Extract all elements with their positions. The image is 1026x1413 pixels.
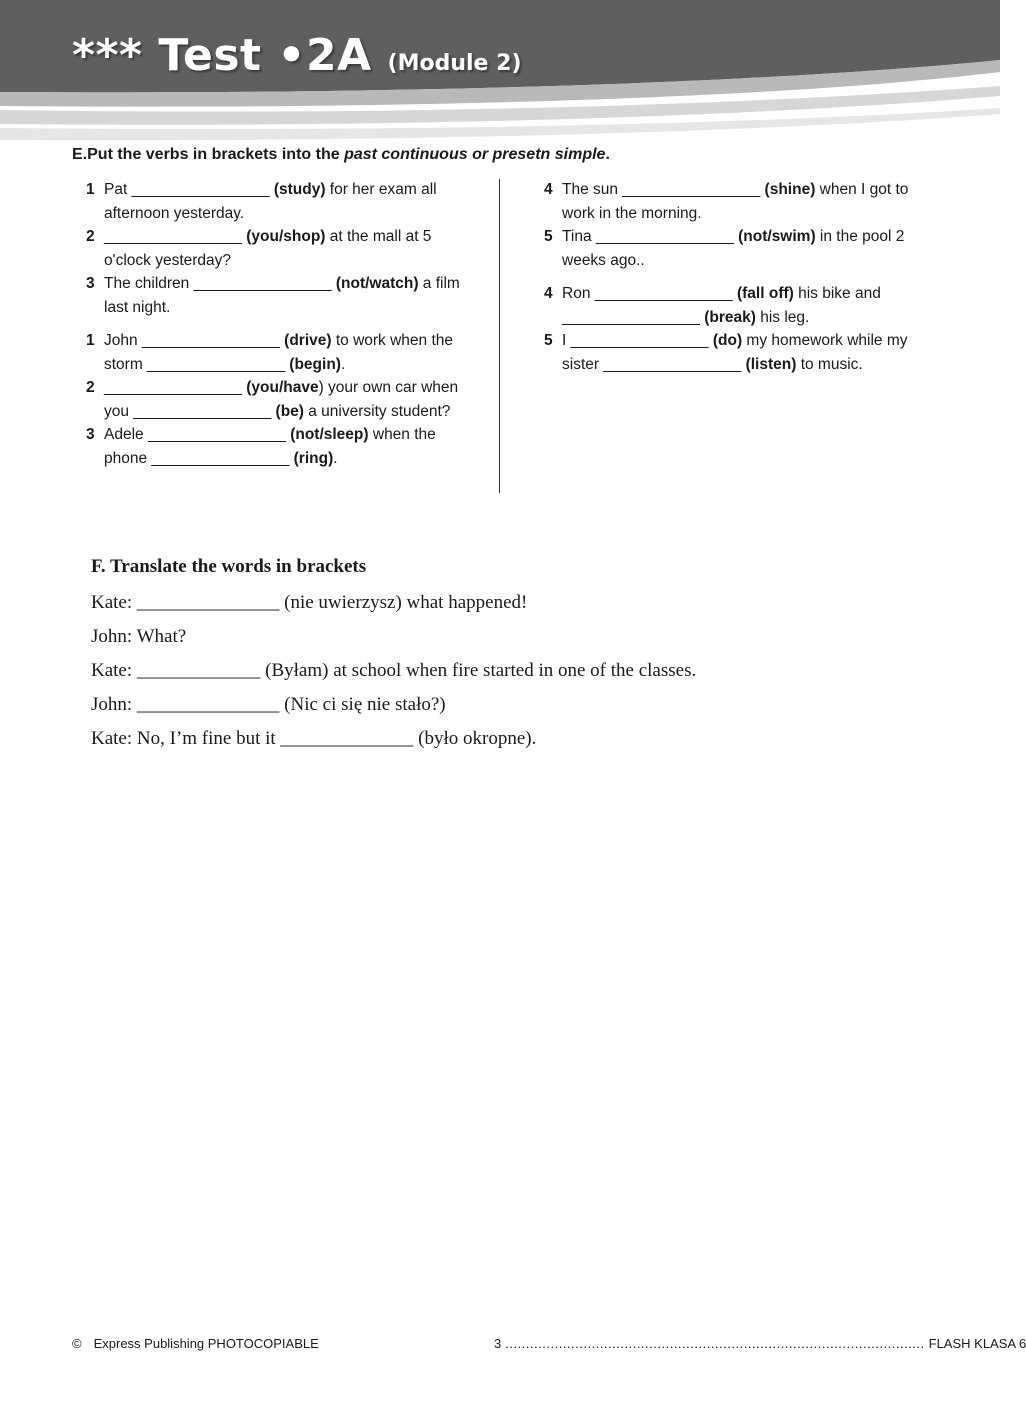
exercise-item bbox=[86, 329, 481, 376]
exercise-e-right-column bbox=[544, 178, 939, 376]
sentence-fragment: at the mall at 5 o'clock yesterday? bbox=[104, 228, 432, 269]
sentence-fragment: I ________________ bbox=[562, 332, 713, 349]
exercise-item bbox=[544, 282, 939, 329]
item-number: 3 bbox=[86, 275, 95, 292]
exercise-group bbox=[544, 282, 939, 376]
item-text bbox=[104, 272, 481, 319]
exercise-e-heading-italic: past continuous or presetn simple bbox=[344, 146, 606, 163]
verb-prompt: (break) bbox=[704, 308, 756, 326]
item-text bbox=[562, 225, 939, 272]
item-text bbox=[562, 329, 939, 376]
verb-prompt: (you/have bbox=[246, 379, 319, 396]
verb-prompt: (listen) bbox=[745, 355, 797, 373]
verb-prompt: (drive) bbox=[284, 332, 332, 349]
item-text bbox=[562, 282, 939, 329]
exercise-e-heading bbox=[72, 146, 610, 164]
sentence-fragment: a university student? bbox=[303, 402, 451, 420]
sentence-fragment: Pat ________________ bbox=[104, 181, 274, 198]
sentence-fragment: ) your own car when you ________________ bbox=[104, 379, 459, 420]
item-number: 4 bbox=[544, 181, 553, 198]
exercise-e-heading-prefix: E.Put the verbs in brackets into the bbox=[72, 146, 345, 163]
sentence-fragment: his bike and ________________ bbox=[562, 285, 881, 326]
copyright-icon: © bbox=[72, 1336, 82, 1351]
exercise-item bbox=[544, 225, 939, 272]
page-number: 3 bbox=[494, 1336, 502, 1351]
sentence-fragment: ________________ bbox=[104, 379, 247, 396]
item-number: 1 bbox=[86, 332, 95, 349]
exercise-f bbox=[91, 556, 696, 756]
dialogue-line: Kate: _____________ (Byłam) at school when fire started in one of the classes. bbox=[91, 660, 697, 681]
sentence-fragment: when I got to work in the morning. bbox=[562, 181, 909, 222]
sentence-fragment: for her exam all afternoon yesterday. bbox=[104, 181, 437, 222]
item-text bbox=[104, 329, 481, 376]
item-number: 2 bbox=[86, 379, 95, 396]
sentence-fragment: Adele ________________ bbox=[104, 426, 291, 443]
item-text bbox=[104, 225, 481, 272]
sentence-fragment: my homework while my sister ________________ bbox=[562, 332, 908, 373]
item-text bbox=[104, 178, 481, 225]
sentence-fragment: a film last night. bbox=[104, 275, 460, 316]
verb-prompt: (be) bbox=[275, 402, 304, 420]
exercise-f-heading: F. Translate the words in brackets bbox=[91, 556, 367, 577]
footer-dots: ...................................................................................................... bbox=[505, 1336, 925, 1351]
sentence-fragment: when the phone ________________ bbox=[104, 426, 436, 467]
sentence-fragment: Ron ________________ bbox=[562, 285, 737, 302]
exercise-e-heading-suffix: . bbox=[605, 146, 610, 163]
item-number: 4 bbox=[544, 285, 553, 302]
exercise-item bbox=[86, 423, 481, 470]
verb-prompt: (not/watch) bbox=[335, 275, 419, 292]
exercise-e-left-column bbox=[86, 178, 481, 470]
sentence-fragment: John ________________ bbox=[104, 332, 285, 349]
column-divider bbox=[499, 179, 500, 493]
sentence-fragment: to work when the storm ________________ bbox=[104, 332, 454, 373]
title-code: 2A bbox=[306, 30, 372, 81]
item-number: 3 bbox=[86, 426, 95, 443]
item-number: 5 bbox=[544, 332, 553, 349]
sentence-fragment: Tina ________________ bbox=[562, 228, 739, 245]
sentence-fragment: to music. bbox=[796, 355, 863, 373]
exercise-group bbox=[86, 178, 481, 319]
item-text bbox=[104, 423, 481, 470]
sentence-fragment: The children ________________ bbox=[104, 275, 336, 292]
verb-prompt: (do) bbox=[712, 332, 743, 349]
exercise-item bbox=[86, 225, 481, 272]
sentence-fragment: his leg. bbox=[755, 308, 810, 326]
dialogue-line: John: _______________ (Nic ci się nie stało?) bbox=[91, 694, 446, 715]
verb-prompt: (not/swim) bbox=[738, 228, 816, 245]
verb-prompt: (begin) bbox=[289, 355, 341, 373]
item-number: 2 bbox=[86, 228, 95, 245]
item-text bbox=[104, 376, 481, 423]
item-number: 1 bbox=[86, 181, 95, 198]
dialogue-line: Kate: No, I’m fine but it ______________ (było okropne). bbox=[91, 728, 537, 749]
verb-prompt: (ring) bbox=[293, 449, 334, 467]
publisher-text: Express Publishing PHOTOCOPIABLE bbox=[93, 1336, 319, 1351]
sentence-fragment: . bbox=[333, 449, 338, 467]
page-title bbox=[72, 30, 522, 81]
verb-prompt: (fall off) bbox=[736, 285, 794, 302]
exercise-group bbox=[86, 329, 481, 470]
sentence-fragment: ________________ bbox=[104, 228, 247, 245]
sentence-fragment: The sun ________________ bbox=[562, 181, 765, 198]
exercise-item bbox=[86, 272, 481, 319]
exercise-item bbox=[86, 178, 481, 225]
title-bullet: • bbox=[277, 30, 307, 81]
item-number: 5 bbox=[544, 228, 553, 245]
verb-prompt: (not/sleep) bbox=[290, 426, 369, 443]
item-text bbox=[562, 178, 939, 225]
verb-prompt: (you/shop) bbox=[246, 228, 326, 245]
exercise-item bbox=[544, 178, 939, 225]
series-name: FLASH KLASA 6 bbox=[928, 1336, 1026, 1351]
dialogue-line: Kate: _______________ (nie uwierzysz) what happened! bbox=[91, 592, 528, 613]
title-module: (Module 2) bbox=[387, 51, 522, 76]
footer-publisher bbox=[72, 1336, 319, 1351]
title-stars: *** bbox=[72, 30, 143, 81]
exercise-item bbox=[86, 376, 481, 423]
footer-page-info bbox=[494, 1336, 1026, 1351]
sentence-fragment: . bbox=[340, 355, 346, 373]
title-test: Test bbox=[158, 30, 262, 81]
exercise-item bbox=[544, 329, 939, 376]
sentence-fragment: in the pool 2 weeks ago.. bbox=[562, 228, 905, 269]
exercise-group bbox=[544, 178, 939, 272]
verb-prompt: (study) bbox=[273, 181, 326, 198]
verb-prompt: (shine) bbox=[764, 181, 816, 198]
dialogue-line: John: What? bbox=[91, 626, 187, 647]
